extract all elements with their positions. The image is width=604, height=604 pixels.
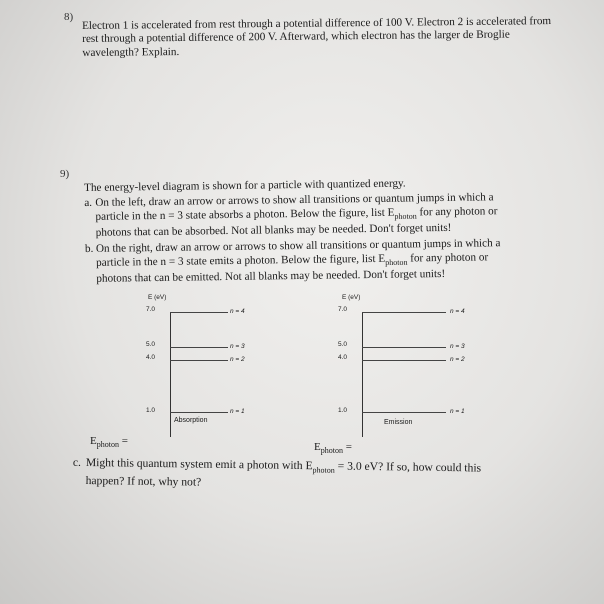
part-c-photon-subscript: photon [312, 465, 335, 475]
level-n1 [170, 412, 228, 413]
part-a-line-2-end: for any photon or [416, 204, 498, 218]
question-9-block [84, 175, 554, 286]
question-8-body: Electron 1 is accelerated from rest through a potential difference of 100 V. Electron 2 is accelerated from rest through a potential difference of 200 V. Afterward, which electron has the larger de Broglie wavelength? Explain. [82, 15, 552, 59]
level-n3-label: n = 3 [230, 343, 245, 350]
part-c-line-2: happen? If not, why not? [85, 474, 202, 489]
part-a [84, 190, 556, 240]
energy-diagram-absorption [146, 294, 326, 454]
level-n1-label: n = 1 [450, 408, 465, 415]
photon-subscript: photon [320, 446, 343, 456]
level-n4 [170, 312, 228, 313]
level-n1-label: n = 1 [230, 408, 245, 415]
part-a-line-2-text: particle in the n = 3 state absorbs a photon. Below the figure, list E [95, 206, 395, 223]
level-n3-label: n = 3 [450, 343, 465, 350]
part-b-line-2-text: particle in the n = 3 state emits a photon. Below the figure, list E [96, 252, 386, 269]
part-b-line-2-end: for any photon or [407, 250, 489, 265]
energy-diagram-emission [338, 294, 518, 454]
part-a-line-1: On the left, draw an arrow or arrows to show all transitions or quantum jumps in which a [95, 191, 494, 209]
part-a-photon-subscript: photon [394, 211, 417, 221]
tick-1: 1.0 [146, 407, 156, 414]
question-9-intro: The energy-level diagram is shown for a particle with quantized energy. [84, 177, 406, 194]
energy-axis [362, 312, 363, 437]
part-a-line-3: photons that can be absorbed. Not all blanks may be needed. Don't forget units! [95, 222, 452, 240]
energy-symbol: E [90, 435, 97, 447]
question-8-number: 8) [64, 11, 74, 23]
level-n1 [362, 412, 446, 413]
part-b-photon-subscript: photon [385, 257, 408, 267]
level-n2 [362, 360, 446, 361]
emission-caption: Emission [384, 419, 413, 426]
emission-answer-label [314, 441, 352, 455]
part-a-label: a. [84, 196, 93, 209]
energy-symbol: E [314, 441, 321, 453]
level-n2-label: n = 2 [450, 356, 465, 363]
part-b-label: b. [84, 242, 94, 255]
tick-5: 5.0 [338, 341, 348, 348]
level-n4-label: n = 4 [230, 308, 245, 315]
part-b [84, 236, 557, 286]
energy-axis [170, 312, 171, 437]
question-8-text [82, 15, 557, 60]
part-b-line-1: On the right, draw an arrow or arrows to show all transitions or quantum jumps in which a [95, 237, 501, 255]
part-c-line-1-text: Might this quantum system emit a photon with E [85, 456, 313, 473]
energy-axis-label: E (eV) [148, 294, 167, 301]
part-c [72, 455, 556, 495]
tick-7: 7.0 [146, 306, 156, 313]
level-n4-label: n = 4 [450, 308, 465, 315]
level-n3 [170, 347, 228, 348]
part-c-label: c. [72, 455, 82, 469]
question-9-number: 9) [60, 168, 70, 180]
tick-7: 7.0 [338, 306, 348, 313]
level-n3 [362, 347, 446, 348]
part-c-line-1-end: = 3.0 eV? If so, how could this [334, 459, 482, 475]
level-n4 [362, 312, 446, 313]
level-n2 [170, 360, 228, 361]
level-n2-label: n = 2 [230, 356, 245, 363]
equals-sign: = [118, 435, 128, 447]
absorption-caption: Absorption [174, 417, 208, 424]
part-b-line-3: photons that can be emitted. Not all blanks may be needed. Don't forget units! [96, 268, 446, 286]
tick-1: 1.0 [338, 407, 348, 414]
tick-5: 5.0 [146, 341, 156, 348]
tick-4: 4.0 [338, 354, 348, 361]
tick-4: 4.0 [146, 354, 156, 361]
photon-subscript: photon [96, 440, 119, 450]
equals-sign: = [342, 441, 352, 453]
absorption-answer-label [90, 435, 128, 449]
energy-axis-label: E (eV) [342, 294, 361, 301]
